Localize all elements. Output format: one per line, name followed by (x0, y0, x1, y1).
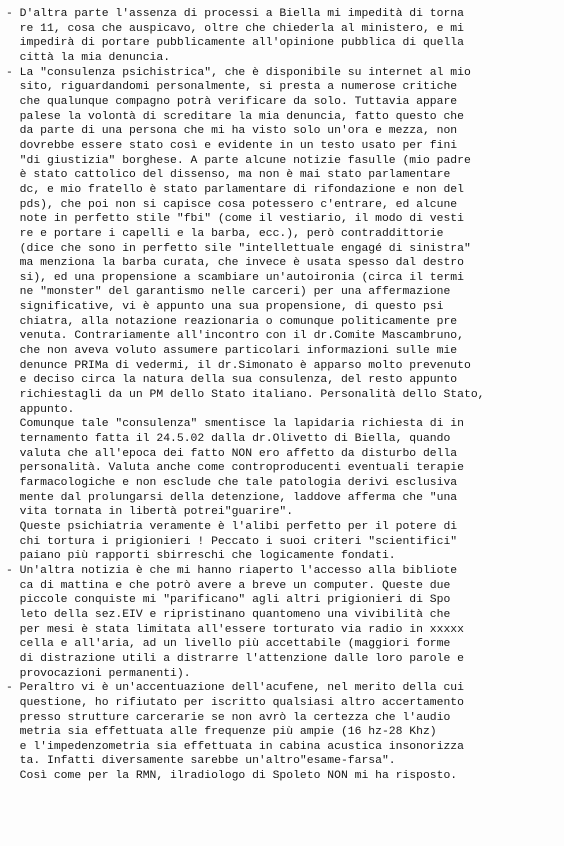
text-line: vita tornata in libertà potrei"guarire". (6, 506, 294, 519)
text-line: mente dal prolungarsi della detenzione, laddove afferma che "una (6, 491, 458, 504)
text-line: questione, ho rifiutato per iscritto qualsiasi altro accertamento (6, 696, 464, 709)
text-line: che non aveva voluto assumere particolari informazioni sulle mie (6, 345, 458, 358)
paragraph-biblioteca (6, 564, 558, 681)
text-line: e l'impedenzometria sia effettuata in cabina acustica insonorizza (6, 740, 464, 753)
text-line: chiatra, alla notazione reazionaria o comunque politicamente pre (6, 315, 458, 328)
paragraph-acufene (6, 681, 558, 784)
text-line: personalità. Valuta anche come controproducenti eventuali terapie (6, 462, 464, 475)
text-line: per mesi è stata limitata all'essere torturato via radio in xxxxx (6, 623, 464, 636)
text-line: denunce PRIMa di vedermi, il dr.Simonato è apparso molto prevenuto (6, 359, 471, 372)
paragraph-biella (6, 7, 558, 66)
text-line: impedirà di portare pubblicamente all'opinione pubblica di quella (6, 37, 464, 50)
text-line: presso strutture carcerarie se non avrò la certezza che l'audio (6, 711, 451, 724)
text-line: farmacologiche e non esclude che tale patologia derivi esclusiva (6, 477, 458, 489)
text-line: - Un'altra notizia è che mi hanno riaperto l'accesso alla bibliote (6, 564, 458, 577)
text-line: ne "monster" del garantismo nelle carceri) per una affermazione (6, 286, 451, 299)
text-line: "di giustizia" borghese. A parte alcune notizie fasulle (mio padre (6, 154, 471, 167)
text-line: piccole conquiste mi "parificano" agli altri prigionieri di Spo (6, 594, 451, 607)
text-line: Queste psichiatria veramente è l'alibi perfetto per il potere di (6, 520, 458, 533)
paragraph-consulenza (6, 66, 558, 564)
text-line: cella e all'aria, ad un livello più accettabile (maggiori forme (6, 638, 451, 651)
text-line: significative, vi è appunto una sua propensione, di questo psi (6, 301, 444, 314)
text-line: richiestagli da un PM dello Stato italiano. Personalità dello Stato, (6, 389, 485, 402)
text-line: metria sia effettuata alle frequenze più ampie (16 hz-28 Khz) (6, 726, 437, 739)
text-line: ca di mattina e che potrò avere a breve un computer. Queste due (6, 579, 451, 592)
text-line: dc, e mio fratello è stato parlamentare di rifondazione e non del (6, 183, 464, 196)
text-line: appunto. (6, 403, 75, 416)
text-line: - Peraltro vi è un'accentuazione dell'acufene, nel merito della cui (6, 682, 464, 695)
text-line: re e portare i capelli e la barba, ecc.), però contraddittorie (6, 227, 444, 240)
text-line: leto della sez.EIV e ripristinano quantomeno una vivibilità che (6, 608, 451, 621)
text-line: provocazioni permanenti). (6, 667, 191, 680)
text-line: sito, riguardandomi personalmente, si presta a numerose critiche (6, 81, 458, 94)
text-line: dovrebbe essere stato così e evidente in un testo usato per fini (6, 139, 458, 152)
text-line: di distrazione utili a distrarre l'attenzione dalle loro parole e (6, 652, 464, 665)
text-line: e deciso circa la natura della sua consulenza, del resto appunto (6, 374, 458, 387)
text-line: (dice che sono in perfetto sile "intellettuale engagé di sinistra" (6, 242, 471, 255)
text-line: note in perfetto stile "fbi" (come il vestiario, il modo di vesti (6, 213, 464, 226)
document-body (6, 7, 558, 784)
text-line: ma menziona la barba curata, che invece è usata spesso dal destro (6, 257, 464, 270)
text-line: Comunque tale "consulenza" smentisce la lapidaria richiesta di in (6, 418, 464, 431)
text-line: si), ed una propensione a scambiare un'autoironia (circa il termi (6, 271, 464, 284)
text-line: pds), che poi non si capisce cosa potessero c'entrare, ed alcune (6, 198, 458, 211)
text-line: - D'altra parte l'assenza di processi a Biella mi impedità di torna (6, 8, 464, 20)
text-line: palese la volontà di screditare la mia denuncia, fatto questo che (6, 110, 464, 123)
text-line: Così come per la RMN, ilradiologo di Spoleto NON mi ha risposto. (6, 770, 458, 783)
text-line: che qualunque compagno potrà verificare da solo. Tuttavia appare (6, 95, 458, 108)
text-line: ta. Infatti diversamente sarebbe un'altro"esame-farsa". (6, 755, 396, 768)
text-line: è stato cattolico del dissenso, ma non è mai stato parlamentare (6, 169, 451, 182)
text-line: venuta. Contrariamente all'incontro con il dr.Comite Mascambruno, (6, 330, 464, 343)
text-line: città la mia denuncia. (6, 51, 171, 64)
text-line: da parte di una persona che mi ha visto solo un'ora e mezza, non (6, 125, 458, 138)
text-line: re 11, cosa che auspicavo, oltre che chiederla al ministero, e mi (6, 22, 464, 35)
text-line: ternamento fatta il 24.5.02 dalla dr.Olivetto di Biella, quando (6, 433, 451, 446)
text-line: valuta che all'epoca dei fatto NON ero affetto da disturbo della (6, 447, 458, 460)
text-line: paiano più rapporti sbirreschi che logicamente fondati. (6, 550, 396, 563)
text-line: - La "consulenza psichistrica", che è disponibile su internet al mio (6, 66, 471, 79)
text-line: chi tortura i prigionieri ! Peccato i suoi criteri "scientifici" (6, 535, 458, 548)
